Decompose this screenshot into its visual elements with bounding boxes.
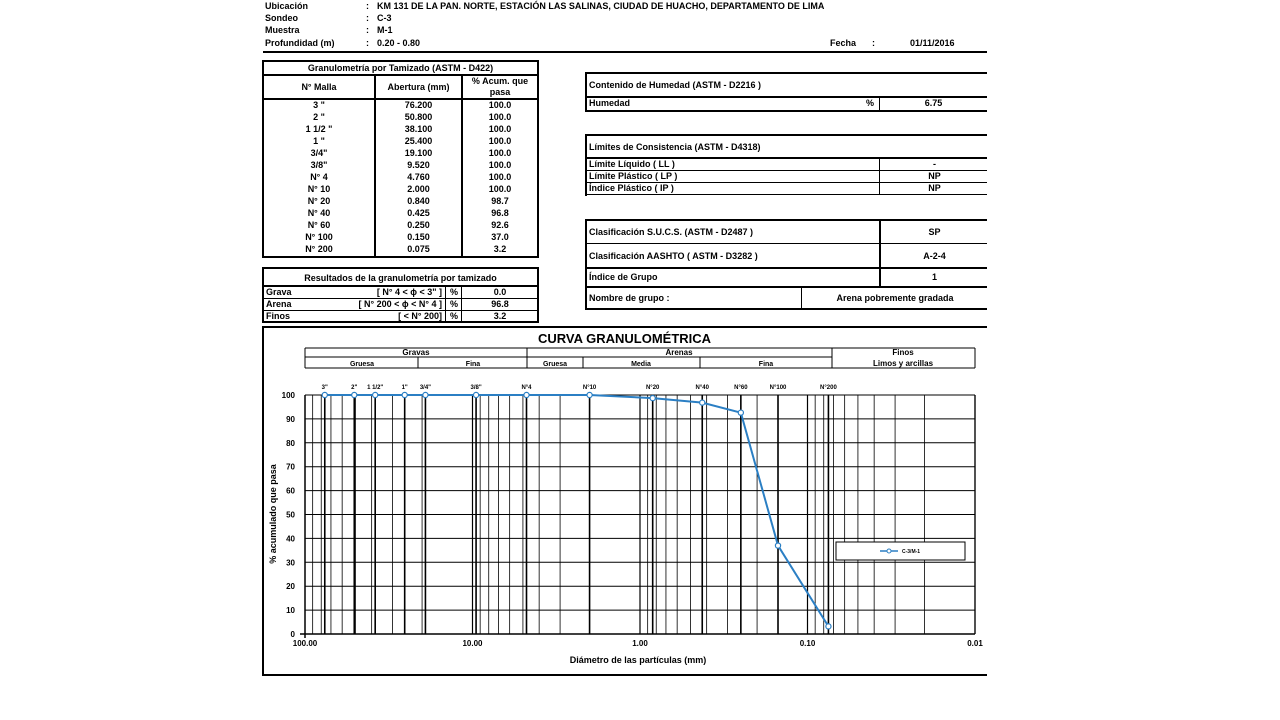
col-pasa-header: pasa: [489, 87, 511, 97]
sieve-malla-cell: 1 ": [313, 136, 325, 146]
indice-value: 1: [931, 272, 937, 282]
sieve-abertura-cell: 76.200: [404, 100, 433, 110]
data-point: [402, 392, 407, 397]
sieve-label: 3/4": [419, 385, 432, 391]
sieve-malla-cell: 3/8": [310, 160, 328, 170]
sieve-label: N°10: [582, 385, 597, 391]
sieve-label: N°40: [695, 385, 709, 391]
band-gravas-gruesa: Gruesa: [349, 361, 375, 368]
data-point: [775, 543, 780, 548]
sieve-pasa-cell: 100.0: [488, 124, 512, 134]
data-point: [738, 410, 743, 415]
aashto-value: A-2-4: [923, 251, 946, 261]
humedad-value: 6.75: [924, 98, 943, 108]
band-gravas: Gravas: [402, 348, 430, 357]
sieve-pasa-cell: 37.0: [491, 232, 509, 242]
y-tick-label: 10: [286, 606, 295, 616]
sieve-pasa-cell: 3.2: [493, 244, 507, 254]
sep: :: [366, 1, 369, 11]
col-abertura-header: Abertura (mm): [387, 82, 450, 92]
sieve-pasa-cell: 100.0: [488, 148, 512, 158]
results-value-cell: 3.2: [493, 311, 507, 321]
x-tick-label: 1.00: [632, 639, 648, 648]
band-arenas: Arenas: [665, 348, 693, 357]
col-pasa-header: % Acum. que: [471, 76, 529, 86]
curve-title: CURVA GRANULOMÉTRICA: [537, 331, 712, 346]
sieve-label: N°100: [769, 385, 787, 391]
indice-label: Índice de Grupo: [589, 272, 658, 282]
sieve-malla-cell: 2 ": [313, 112, 325, 122]
results-range-cell: [ < N° 200]: [398, 311, 442, 321]
sieve-abertura-cell: 50.800: [404, 112, 433, 122]
limite-label: Límite Líquido ( LL ): [589, 159, 675, 169]
data-point: [700, 400, 705, 405]
sieve-pasa-cell: 100.0: [488, 172, 512, 182]
y-tick-label: 80: [286, 438, 295, 448]
sieve-pasa-cell: 100.0: [488, 160, 512, 170]
sucs-value: SP: [928, 227, 941, 237]
sieve-abertura-cell: 19.100: [404, 148, 433, 158]
data-point: [423, 392, 428, 397]
y-tick-label: 30: [286, 558, 295, 568]
data-point: [650, 396, 655, 401]
limite-value: NP: [928, 183, 941, 193]
results-unit-cell: %: [449, 311, 458, 321]
sieve-malla-cell: 1 1/2 ": [305, 124, 333, 134]
data-point: [524, 392, 529, 397]
sieve-pasa-cell: 100.0: [488, 112, 512, 122]
muestra-label: Muestra: [265, 25, 300, 35]
sieve-malla-cell: N° 200: [305, 244, 333, 254]
data-point: [352, 392, 357, 397]
sieve-abertura-cell: 2.000: [407, 184, 430, 194]
data-point: [322, 392, 327, 397]
fecha-label: Fecha: [830, 38, 857, 48]
sieve-label: 2": [351, 385, 358, 391]
sieve-pasa-cell: 100.0: [488, 136, 512, 146]
sieve-abertura-cell: 0.840: [407, 196, 430, 206]
ubicacion-label: Ubicación: [265, 1, 309, 11]
profundidad-label: Profundidad (m): [265, 38, 335, 48]
sieve-label: N°200: [820, 385, 837, 391]
nombre-label: Nombre de grupo :: [589, 293, 670, 303]
sieve-malla-cell: N° 4: [310, 172, 328, 182]
band-limos: Limos y arcillas: [872, 359, 934, 368]
results-value-cell: 96.8: [491, 299, 509, 309]
results-unit-cell: %: [449, 299, 458, 309]
sieve-label: 3": [321, 385, 328, 391]
results-range-cell: [ N° 4 < ϕ < 3" ]: [376, 287, 442, 297]
limite-label: Límite Plástico ( LP ): [589, 171, 678, 181]
results-name-cell: Finos: [266, 311, 290, 321]
profundidad-value: 0.20 - 0.80: [377, 38, 421, 48]
data-point: [473, 392, 478, 397]
sieve-label: 1": [401, 385, 408, 391]
x-tick-label: 100.00: [292, 639, 318, 648]
limite-value: NP: [928, 171, 941, 181]
fecha-value: 01/11/2016: [910, 38, 955, 48]
y-tick-label: 70: [286, 462, 295, 472]
sondeo-label: Sondeo: [265, 13, 298, 23]
humedad-unit: %: [866, 98, 875, 108]
band-arenas-gruesa: Gruesa: [542, 361, 568, 368]
sieve-label: N°60: [734, 385, 748, 391]
results-name-cell: Grava: [266, 287, 292, 297]
sieve-pasa-cell: 92.6: [491, 220, 509, 230]
sieve-malla-cell: N° 40: [307, 208, 331, 218]
sieve-abertura-cell: 0.075: [407, 244, 430, 254]
sieve-abertura-cell: 9.520: [407, 160, 430, 170]
sieve-label: 1 1/2": [367, 385, 384, 391]
sieve-label: N°4: [521, 385, 532, 391]
col-malla-header: N° Malla: [301, 82, 337, 92]
muestra-value: M-1: [377, 25, 393, 35]
sieve-table-title: Granulometría por Tamizado (ASTM - D422): [307, 63, 494, 73]
sep: :: [366, 13, 369, 23]
y-tick-label: 100: [281, 391, 295, 400]
results-unit-cell: %: [449, 287, 458, 297]
data-point: [373, 392, 378, 397]
limite-label: Índice Plástico ( IP ): [589, 183, 674, 193]
aashto-label: Clasificación AASHTO ( ASTM - D3282 ): [589, 251, 758, 261]
sieve-pasa-cell: 100.0: [488, 100, 512, 110]
band-arenas-fina: Fina: [758, 361, 774, 368]
sieve-abertura-cell: 25.400: [404, 136, 433, 146]
data-point: [826, 624, 831, 629]
legend-label: C-3/M-1: [902, 549, 921, 555]
sieve-abertura-cell: 4.760: [407, 172, 430, 182]
sieve-pasa-cell: 100.0: [488, 184, 512, 194]
band-gravas-fina: Fina: [465, 361, 481, 368]
sieve-abertura-cell: 0.250: [407, 220, 430, 230]
data-point: [587, 392, 592, 397]
sieve-malla-cell: N° 20: [307, 196, 331, 206]
sieve-label: N°20: [645, 385, 660, 391]
results-value-cell: 0.0: [493, 287, 507, 297]
results-title: Resultados de la granulometría por tamizado: [304, 273, 497, 283]
sieve-abertura-cell: 0.150: [407, 232, 430, 242]
results-range-cell: [ N° 200 < ϕ < N° 4 ]: [358, 299, 442, 309]
sieve-pasa-cell: 96.8: [491, 208, 509, 218]
limites-title: Límites de Consistencia (ASTM - D4318): [589, 142, 761, 152]
y-axis-label: % acumulado que pasa: [268, 464, 278, 564]
nombre-value: Arena pobremente gradada: [836, 293, 954, 303]
sondeo-value: C-3: [377, 13, 392, 23]
sieve-malla-cell: N° 10: [307, 184, 331, 194]
sieve-abertura-cell: 38.100: [404, 124, 433, 134]
sieve-malla-cell: 3 ": [313, 100, 325, 110]
sieve-pasa-cell: 98.7: [491, 196, 509, 206]
humedad-title: Contenido de Humedad (ASTM - D2216 ): [589, 80, 762, 90]
y-tick-label: 20: [286, 582, 295, 592]
ubicacion-value: KM 131 DE LA PAN. NORTE, ESTACIÓN LAS SALINAS, CIUDAD DE HUACHO, DEPARTAMENTO DE LIMA: [377, 1, 825, 11]
x-tick-label: 10.00: [462, 639, 483, 648]
results-name-cell: Arena: [266, 299, 292, 309]
sieve-malla-cell: N° 60: [307, 220, 331, 230]
limite-value: -: [933, 159, 936, 169]
sucs-label: Clasificación S.U.C.S. (ASTM - D2487 ): [589, 227, 754, 237]
band-finos: Finos: [892, 348, 914, 357]
y-tick-label: 0: [290, 630, 295, 639]
series-line: [325, 395, 829, 626]
y-tick-label: 60: [286, 486, 295, 496]
x-tick-label: 0.10: [799, 639, 816, 648]
x-tick-label: 0.01: [967, 639, 983, 648]
x-axis-label: Diámetro de las partículas (mm): [569, 655, 707, 665]
y-tick-label: 50: [286, 510, 295, 520]
humedad-label: Humedad: [589, 98, 631, 108]
legend-box: [836, 542, 965, 560]
sep: :: [366, 38, 369, 48]
sieve-malla-cell: 3/4": [310, 148, 328, 158]
sep: :: [872, 38, 875, 48]
y-tick-label: 90: [286, 414, 295, 424]
band-arenas-media: Media: [631, 361, 651, 368]
sieve-malla-cell: N° 100: [305, 232, 333, 242]
sieve-abertura-cell: 0.425: [407, 208, 430, 218]
sep: :: [366, 25, 369, 35]
y-tick-label: 40: [286, 534, 295, 544]
sieve-label: 3/8": [470, 385, 482, 391]
legend-swatch: [887, 549, 891, 553]
